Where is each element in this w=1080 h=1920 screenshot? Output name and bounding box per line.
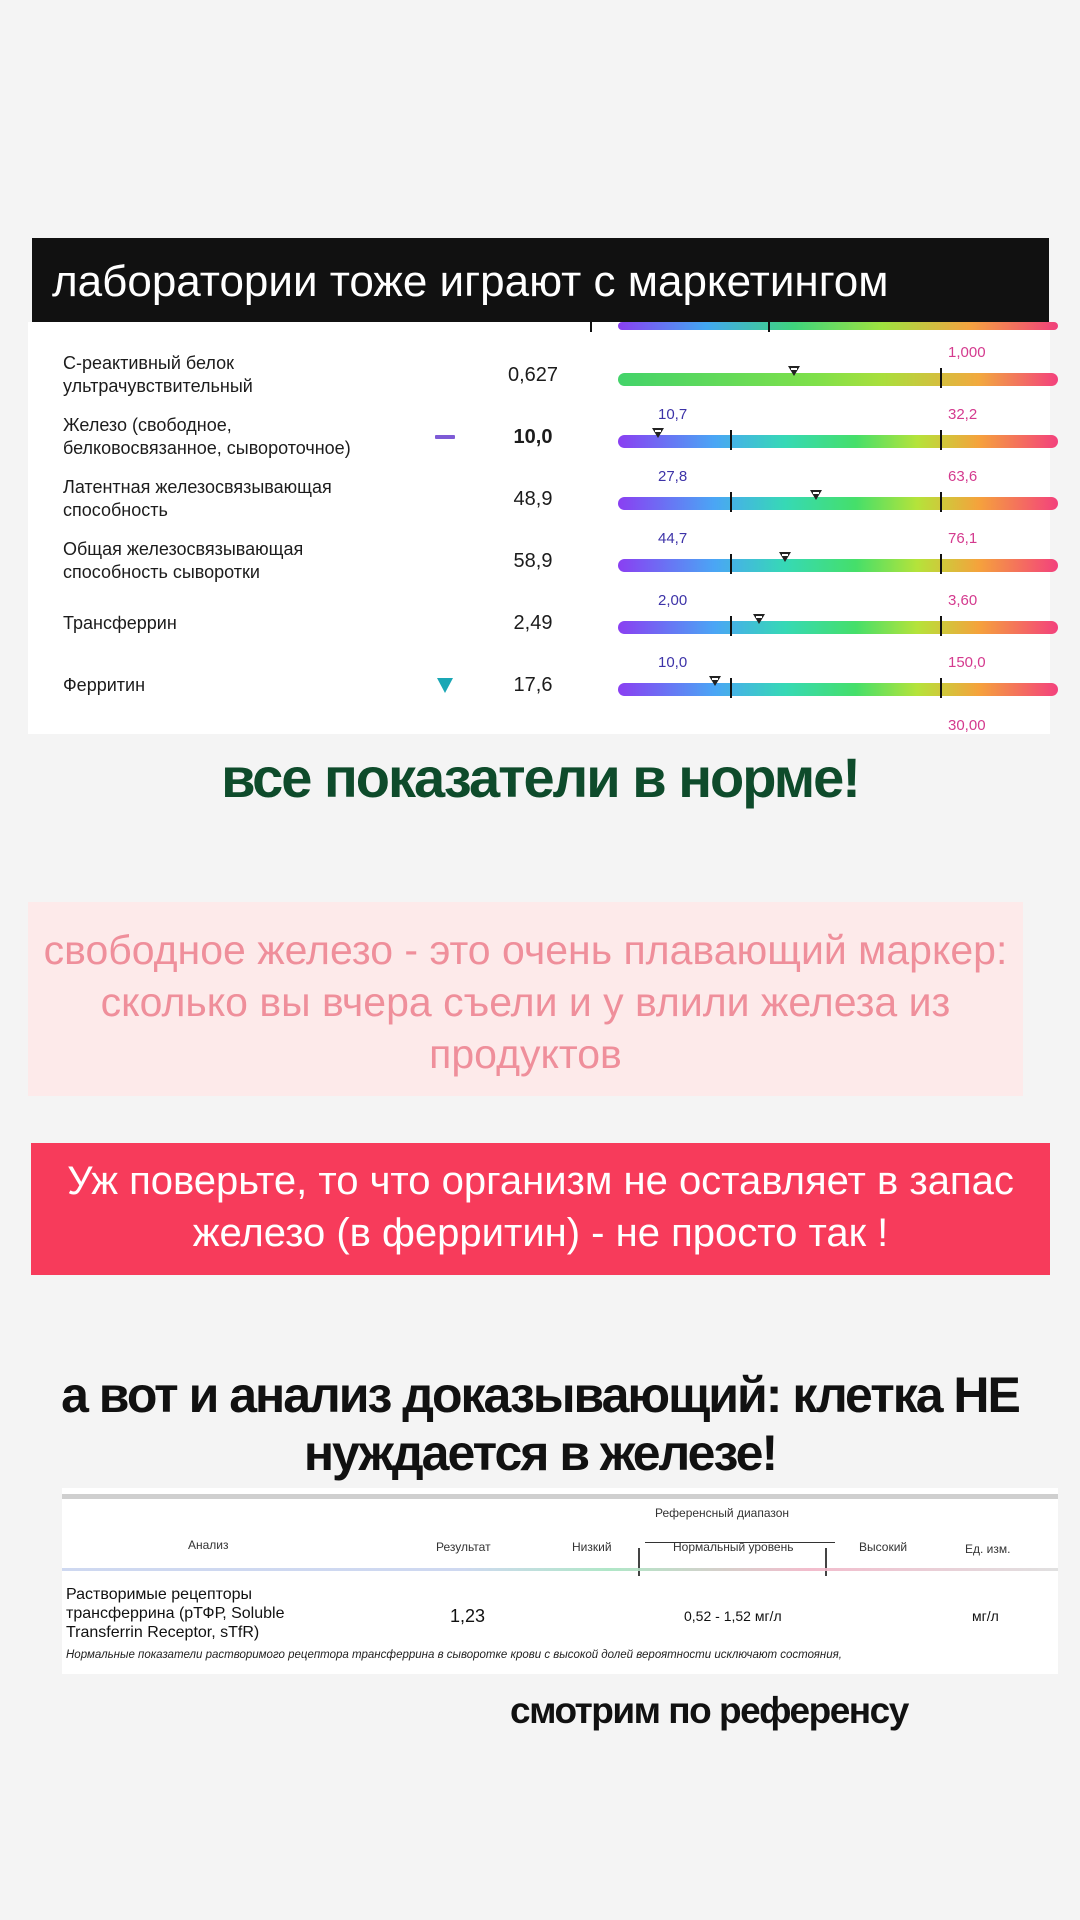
- lab-row-name: Ферритин: [63, 674, 146, 695]
- lab-row-value: 10,0: [513, 426, 553, 448]
- lab-row: [28, 406, 1050, 468]
- lab-row-high-limit: 32,2: [948, 406, 978, 423]
- lab-row-low-tick: [730, 554, 732, 574]
- lab-row-value: 58,9: [513, 550, 553, 572]
- low-triangle-icon: [433, 654, 457, 716]
- header-high: Высокий: [859, 1540, 908, 1554]
- lab-row-low-limit: 27,8: [658, 468, 688, 485]
- lab-row-low-limit: 10,0: [658, 654, 688, 671]
- lab-row-value: 2,49: [513, 612, 553, 634]
- lab-row: [28, 592, 1050, 654]
- proof-headline: а вот и анализ доказывающий: клетка НЕ нуждается в железе!: [61, 1367, 1019, 1481]
- lab-row-low-tick: [730, 678, 732, 698]
- analyte-range: 0,52 - 1,52 мг/л: [684, 1608, 782, 1624]
- header-low: Низкий: [572, 1540, 612, 1554]
- previous-row-high-tick: [768, 322, 770, 332]
- lab-row-result-marker: [810, 490, 822, 500]
- header-result: Результат: [436, 1540, 491, 1554]
- low-dash-icon: [433, 406, 457, 468]
- lab-row-high-tick: [940, 492, 942, 512]
- lab-row-high-limit: 150,0: [948, 654, 986, 671]
- normal-high-separator: [825, 1548, 827, 1576]
- lab-row-range-bar: [618, 497, 1058, 510]
- analyte-name: Растворимые рецепторы трансферрина (рТФР, Soluble Transferrin Receptor, sTfR): [66, 1586, 285, 1641]
- header-underline: [62, 1568, 1058, 1571]
- lab-row: [28, 530, 1050, 592]
- lab-row-result-marker: [652, 428, 664, 438]
- lab-row-low-tick: [730, 430, 732, 450]
- lab-row-high-tick: [940, 678, 942, 698]
- norm-headline: все показатели в норме!: [221, 746, 859, 809]
- lab-row-name: Железо (свободное, белковосвязанное, сывороточное): [63, 415, 351, 458]
- lab-row-high-tick: [940, 430, 942, 450]
- lab-row-high-limit: 3,60: [948, 592, 978, 609]
- caption: смотрим по референсу: [510, 1690, 908, 1731]
- pink-note-text: свободное железо - это очень плавающий маркер: сколько вы вчера съели и у влили железа из продуктов: [43, 927, 1008, 1077]
- lab-results-card: [28, 322, 1050, 734]
- lab-row-result-marker: [709, 676, 721, 686]
- lab-row-value: 0,627: [507, 364, 559, 386]
- header-analysis: Анализ: [188, 1538, 229, 1552]
- lab-row-name: Трансферрин: [63, 612, 177, 633]
- lab-row-low-limit: 10,7: [658, 406, 688, 423]
- lab-row-range-bar: [618, 683, 1058, 696]
- lab-row-range-bar: [618, 435, 1058, 448]
- lab-row-result-marker: [753, 614, 765, 624]
- analyte-unit: мг/л: [972, 1608, 999, 1624]
- lab-row-result-marker: [788, 366, 800, 376]
- analyte-result: 1,23: [450, 1606, 486, 1626]
- red-note-text: Уж поверьте, то что организм не оставляет в запас железо (в ферритин) - не просто так !: [67, 1159, 1014, 1255]
- reference-result-card: [62, 1488, 1058, 1674]
- pink-note-box: [28, 902, 1023, 1096]
- lab-row-high-limit: 76,1: [948, 530, 978, 547]
- previous-row-bar: [618, 322, 1058, 330]
- red-note-box: [31, 1143, 1050, 1275]
- low-normal-separator: [638, 1548, 640, 1576]
- lab-row-high-tick: [940, 616, 942, 636]
- lab-row-low-limit: 44,7: [658, 530, 688, 547]
- ferritin-extra-value: 30,00: [948, 717, 986, 734]
- lab-row: [28, 468, 1050, 530]
- lab-row-high-limit: 1,000: [948, 344, 986, 361]
- lab-row-low-limit: 2,00: [658, 592, 688, 609]
- lab-row-value: 17,6: [513, 674, 553, 696]
- lab-row-name: Латентная железосвязывающая способность: [63, 477, 332, 520]
- lab-row-result-marker: [779, 552, 791, 562]
- header-ref-range: Референсный диапазон: [655, 1506, 790, 1520]
- lab-row-high-limit: 63,6: [948, 468, 978, 485]
- table-top-rule: [62, 1494, 1058, 1499]
- lab-row-range-bar: [618, 559, 1058, 572]
- previous-row-low-tick: [590, 322, 592, 332]
- lab-row-high-tick: [940, 368, 942, 388]
- lab-row: [28, 654, 1050, 716]
- header-normal: Нормальный уровень: [673, 1540, 794, 1554]
- analyte-note: Нормальные показатели растворимого рецептора трансферрина в сыворотке крови с высокой долей вероятности исключают состояния,: [66, 1649, 842, 1661]
- lab-row-name: С-реактивный белок ультрачувствительный: [63, 353, 253, 396]
- lab-row-low-tick: [730, 492, 732, 512]
- title-banner: лаборатории тоже играют с маркетингом: [32, 238, 1049, 326]
- lab-row-range-bar: [618, 621, 1058, 634]
- lab-row: [28, 344, 1050, 406]
- lab-row-range-bar: [618, 373, 1058, 386]
- lab-row-high-tick: [940, 554, 942, 574]
- lab-row-value: 48,9: [513, 488, 553, 510]
- lab-row-name: Общая железосвязывающая способность сыворотки: [63, 539, 304, 582]
- header-unit: Ед. изм.: [965, 1542, 1011, 1556]
- lab-row-low-tick: [730, 616, 732, 636]
